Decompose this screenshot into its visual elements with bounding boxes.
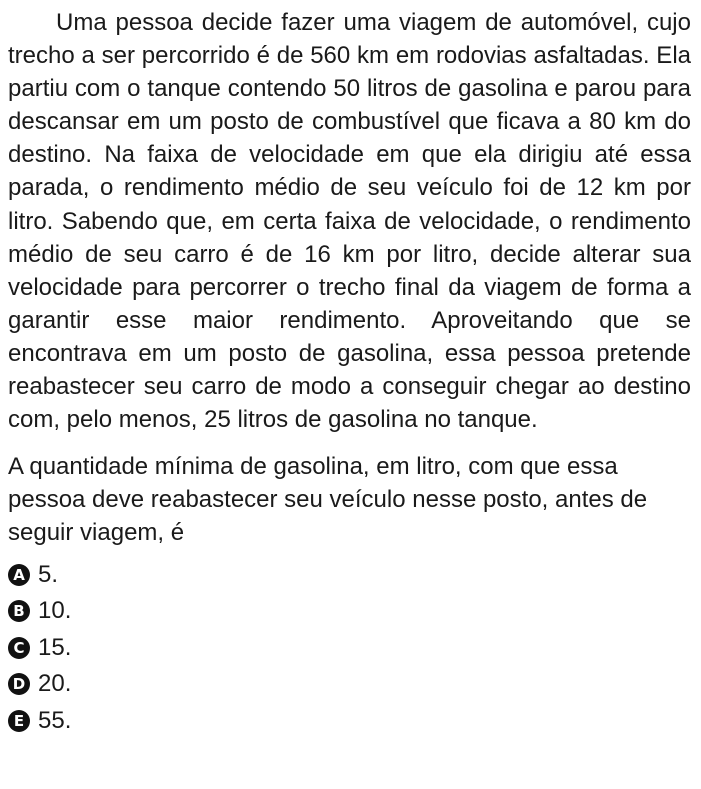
option-letter-badge: A <box>8 564 30 586</box>
command-paragraph: A quantidade mínima de gasolina, em litro, com que essa pessoa deve reabastecer seu veículo nesse posto, antes de seguir viagem, é <box>8 453 648 547</box>
option-b[interactable] <box>8 593 691 630</box>
option-d[interactable] <box>8 666 691 703</box>
option-letter-badge: D <box>8 673 30 695</box>
answer-options <box>8 557 691 740</box>
option-text: 5. <box>38 560 59 588</box>
question <box>8 6 691 739</box>
option-text: 15. <box>38 633 72 661</box>
option-letter-badge: E <box>8 710 30 732</box>
option-text: 10. <box>38 597 72 625</box>
option-letter-badge: C <box>8 637 30 659</box>
option-text: 55. <box>38 706 72 734</box>
option-text: 20. <box>38 670 72 698</box>
option-a[interactable] <box>8 557 691 594</box>
stem-paragraph: Uma pessoa decide fazer uma viagem de automóvel, cujo trecho a ser percorrido é de 560 km em rodovias asfaltadas. Ela partiu com o tanque contendo 50 litros de gasolina e parou para descansar em um posto de combustível que ficava a 80 km do destino. Na faixa de velocidade em que ela dirigiu até essa parada, o rendimento médio de seu veículo foi de 12 km por litro. Sabendo que, em certa faixa de velocidade, o rendimento médio de seu carro é de 16 km por litro, decide alterar sua velocidade para percorrer o trecho final da viagem de forma a garantir esse maior rendimento. Aproveitando que se encontrava em um posto de gasolina, essa pessoa pretende reabastecer seu carro de modo a conseguir chegar ao destino com, pelo menos, 25 litros de gasolina no tanque. <box>8 9 691 434</box>
option-e[interactable] <box>8 703 691 740</box>
question-stem <box>8 6 691 550</box>
option-letter-badge: B <box>8 600 30 622</box>
option-c[interactable] <box>8 630 691 667</box>
